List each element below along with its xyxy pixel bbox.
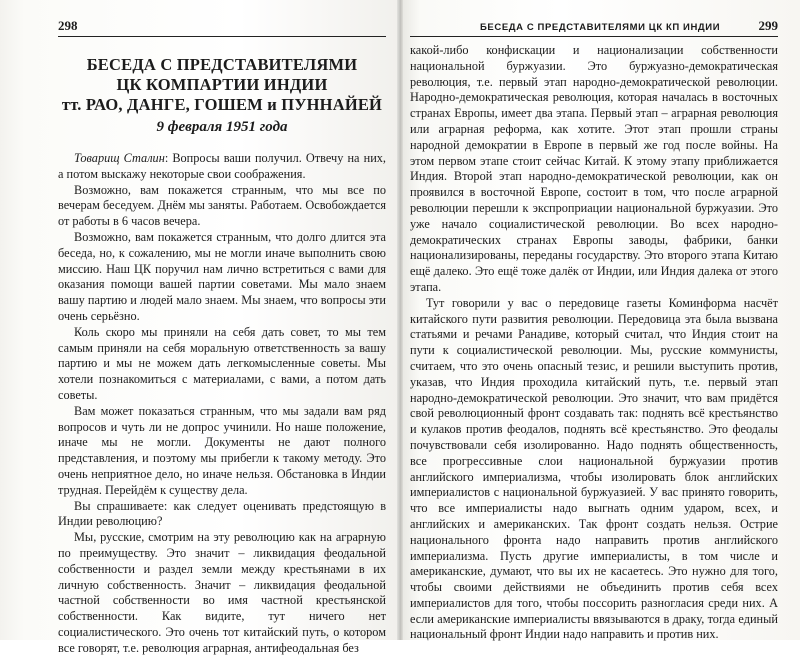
- left-page: [0, 0, 400, 655]
- paragraph: Мы, русские, смотрим на эту революцию как на аграрную по преимуществу. Это значит – ликвидация феодальной собственности и раздел земли между крестьянами в их личную собственность. Значит – ликвидация феодальной частной собственности во имя частной крестьянской собственности. Как видите, тут ничего нет социалистического. Это очень тот китайский путь, о котором все говорят, т.е. революция аграрная, антифеодальная без: [58, 530, 386, 655]
- right-page-number: 299: [758, 18, 778, 33]
- right-running-head: [410, 10, 778, 37]
- opening-text: : Вопросы ваши получил. Отвечу на них, а потом выскажу некоторые свои соображения.: [58, 151, 387, 181]
- chapter-title: [58, 55, 386, 137]
- paragraph: Коль скоро мы приняли на себя дать совет, то мы тем самым приняли на себя моральную ответственность за вашу партию и мы не можем дать легкомысленные советы. Мы хотели познакомиться с материалами, с вами, а потом дать советы.: [58, 324, 386, 402]
- paragraph-opening: [58, 151, 386, 183]
- title-line-3: тт. РАО, ДАНГЕ, ГОШЕМ и ПУННАЙЕЙ: [61, 95, 383, 114]
- running-title: БЕСЕДА С ПРЕДСТАВИТЕЛЯМИ ЦК КП ИНДИИ: [480, 22, 721, 33]
- title-date: 9 февраля 1951 года: [156, 119, 288, 135]
- paragraph: Тут говорили у вас о передовице газеты Коминформа насчёт китайского пути развития революции. Передовица эта была вызвана статьями и речами Ранадиве, который считал, что Индия стоит на пути к социалистической революции. Мы, русские коммунисты, считаем, что это очень опасный тезис, и решили выступить против, указав, что Индия проходила китайский путь, т.е. первый этап народно-демократической революции. Это значит, что вам придётся свой революционный фронт создавать так: поднять всё крестьянство и кулаков против феодалов, поднять всё крестьянство. Это феодалы почувствовали себя изолированно. Надо поднять общественность, все прогрессивные слои национальной буржуазии против английского империализма, чтобы изолировать блок английских империалистов с национальной буржуазией. У вас принято говорить, что все империалисты надо выгнать одним ударом, всех, и английских и американских. Так фронт создать нельзя. Острие национального фронта надо направить против английского империализма. Пусть другие империалисты, в том числе и американские, думают, что вы их не касаетесь. Это нужно для того, чтобы своими действиями не объединить против себя всех империалистов для того, чтобы поссорить разногласия среди них. А если американские империалисты ввязываются в драку, тогда единый национальный фронт Индии надо направить и против них.: [410, 295, 778, 642]
- left-running-head: [58, 10, 386, 37]
- paragraph: Вам может показаться странным, что мы задали вам ряд вопросов и чуть ли не допрос учинили. Но наше положение, иначе мы не могли. Документы не дают полного представления, и поэтому мы прибегли к такому методу. Это очень неприятное дело, но иначе нельзя. Обстановка в Индии трудная. Перейдём к существу дела.: [58, 403, 386, 497]
- left-page-number: 298: [58, 18, 78, 33]
- paragraph: Возможно, вам покажется странным, что долго длится эта беседа, но, к сожалению, мы не могли иначе выполнить свою миссию. Наш ЦК поручил нам лично встретиться с вами для оказания помощи вашей партии советами. Мы мало знаем вашу партию и людей мало знаем. Мы знаем, что вопросы эти очень серьёзно.: [58, 229, 386, 323]
- book-gutter: [397, 0, 403, 640]
- paragraph: Возможно, вам покажется странным, что мы все по вечерам беседуем. Днём мы заняты. Работаем. Освобождается от работы в 6 часов вечера.: [58, 182, 386, 229]
- paragraph: Вы спрашиваете: как следует оценивать предстоящую в Индии революцию?: [58, 498, 386, 529]
- paragraph-continued: какой-либо конфискации и национализации собственности национальной буржуазии. Это буржуазно-демократическая революция, т.е. первый этап народно-демократической революции. Народно-демократическая революция, которая началась в восточных странах Европы, имеет два этапа. Первый этап – аграрная революция или аграрная реформа, как хотите. Этот этап прошли страны народной демократии в Европе в первый же год после войны. На этом первом этапе стоит сейчас Китай. К этому этапу приближается Индия. Второй этап народно-демократической революции, как он проявился в восточной Европе, состоит в том, что после аграрной революции перешли к экспроприации национальной буржуазии. Это уже начало социалистической революции. Во всех народно-демократических странах Европы заводы, фабрики, банки национализированы, переданы государству. Это второго этапа Китаю ещё далеко. Это ещё тоже далёк от Индии, или Индия далека от этого этапа.: [410, 43, 778, 294]
- title-line-1: БЕСЕДА С ПРЕДСТАВИТЕЛЯМИ: [86, 55, 358, 74]
- title-line-2: ЦК КОМПАРТИИ ИНДИИ: [116, 75, 328, 94]
- right-page: [400, 0, 800, 640]
- speaker-name: Товарищ Сталин: [74, 151, 165, 165]
